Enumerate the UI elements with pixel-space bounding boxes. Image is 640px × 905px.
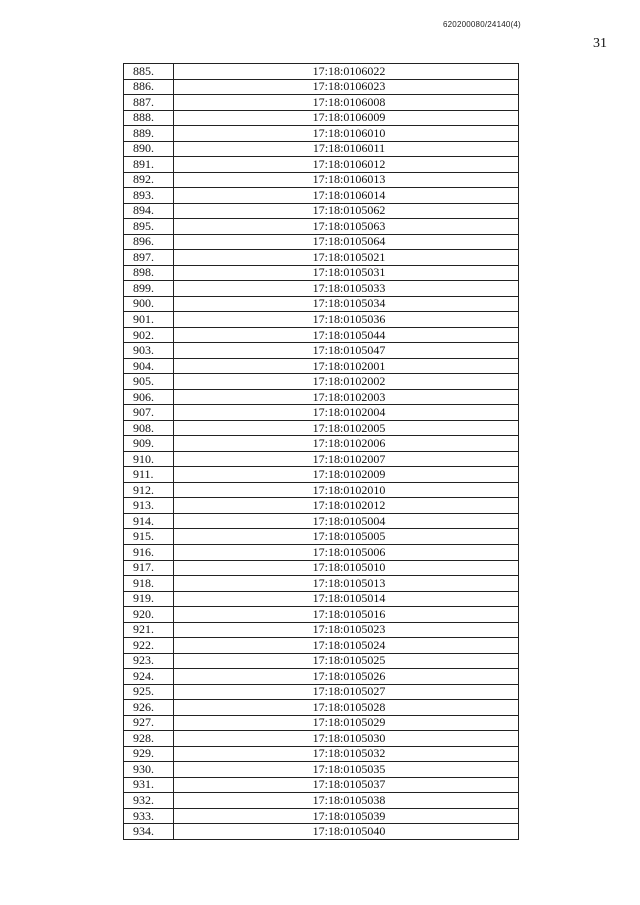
row-number-cell: 910. bbox=[124, 451, 174, 467]
row-number-cell: 916. bbox=[124, 544, 174, 560]
row-number-cell: 922. bbox=[124, 638, 174, 654]
row-number-cell: 918. bbox=[124, 576, 174, 592]
table-row bbox=[124, 79, 519, 95]
table-body bbox=[124, 64, 519, 840]
cadastral-code-cell: 17:18:0105025 bbox=[174, 653, 519, 669]
table-row bbox=[124, 265, 519, 281]
cadastral-code-cell: 17:18:0105035 bbox=[174, 762, 519, 778]
row-number-cell: 900. bbox=[124, 296, 174, 312]
document-code: 620200080/24140(4) bbox=[443, 20, 521, 29]
cadastral-code-cell: 17:18:0105006 bbox=[174, 544, 519, 560]
cadastral-code-cell: 17:18:0102001 bbox=[174, 358, 519, 374]
cadastral-code-cell: 17:18:0106012 bbox=[174, 157, 519, 173]
cadastral-code-cell: 17:18:0105026 bbox=[174, 669, 519, 685]
row-number-cell: 898. bbox=[124, 265, 174, 281]
row-number-cell: 890. bbox=[124, 141, 174, 157]
row-number-cell: 926. bbox=[124, 700, 174, 716]
cadastral-code-cell: 17:18:0106010 bbox=[174, 126, 519, 142]
cadastral-code-cell: 17:18:0102012 bbox=[174, 498, 519, 514]
table-row bbox=[124, 746, 519, 762]
cadastral-code-cell: 17:18:0105028 bbox=[174, 700, 519, 716]
cadastral-table bbox=[123, 63, 519, 840]
table-row bbox=[124, 188, 519, 204]
table-row bbox=[124, 343, 519, 359]
table-row bbox=[124, 762, 519, 778]
row-number-cell: 928. bbox=[124, 731, 174, 747]
row-number-cell: 929. bbox=[124, 746, 174, 762]
row-number-cell: 927. bbox=[124, 715, 174, 731]
table-row bbox=[124, 312, 519, 328]
table-row bbox=[124, 684, 519, 700]
cadastral-code-cell: 17:18:0105014 bbox=[174, 591, 519, 607]
page-number: 31 bbox=[593, 36, 607, 51]
row-number-cell: 913. bbox=[124, 498, 174, 514]
table-row bbox=[124, 498, 519, 514]
row-number-cell: 889. bbox=[124, 126, 174, 142]
cadastral-code-cell: 17:18:0105021 bbox=[174, 250, 519, 266]
row-number-cell: 914. bbox=[124, 513, 174, 529]
table-row bbox=[124, 731, 519, 747]
row-number-cell: 932. bbox=[124, 793, 174, 809]
cadastral-code-cell: 17:18:0105033 bbox=[174, 281, 519, 297]
row-number-cell: 923. bbox=[124, 653, 174, 669]
table-row bbox=[124, 110, 519, 126]
cadastral-code-cell: 17:18:0105030 bbox=[174, 731, 519, 747]
row-number-cell: 921. bbox=[124, 622, 174, 638]
cadastral-table-container bbox=[123, 63, 519, 840]
table-row bbox=[124, 824, 519, 840]
table-row bbox=[124, 451, 519, 467]
row-number-cell: 931. bbox=[124, 777, 174, 793]
table-row bbox=[124, 793, 519, 809]
table-row bbox=[124, 482, 519, 498]
table-row bbox=[124, 513, 519, 529]
table-row bbox=[124, 777, 519, 793]
table-row bbox=[124, 358, 519, 374]
cadastral-code-cell: 17:18:0105038 bbox=[174, 793, 519, 809]
row-number-cell: 906. bbox=[124, 389, 174, 405]
cadastral-code-cell: 17:18:0102007 bbox=[174, 451, 519, 467]
cadastral-code-cell: 17:18:0105013 bbox=[174, 576, 519, 592]
cadastral-code-cell: 17:18:0102004 bbox=[174, 405, 519, 421]
cadastral-code-cell: 17:18:0105037 bbox=[174, 777, 519, 793]
row-number-cell: 886. bbox=[124, 79, 174, 95]
row-number-cell: 934. bbox=[124, 824, 174, 840]
row-number-cell: 892. bbox=[124, 172, 174, 188]
cadastral-code-cell: 17:18:0106014 bbox=[174, 188, 519, 204]
cadastral-code-cell: 17:18:0105040 bbox=[174, 824, 519, 840]
row-number-cell: 899. bbox=[124, 281, 174, 297]
cadastral-code-cell: 17:18:0106011 bbox=[174, 141, 519, 157]
row-number-cell: 917. bbox=[124, 560, 174, 576]
table-row bbox=[124, 529, 519, 545]
table-row bbox=[124, 700, 519, 716]
row-number-cell: 915. bbox=[124, 529, 174, 545]
cadastral-code-cell: 17:18:0105064 bbox=[174, 234, 519, 250]
row-number-cell: 909. bbox=[124, 436, 174, 452]
cadastral-code-cell: 17:18:0105005 bbox=[174, 529, 519, 545]
cadastral-code-cell: 17:18:0105044 bbox=[174, 327, 519, 343]
row-number-cell: 920. bbox=[124, 607, 174, 623]
table-row bbox=[124, 327, 519, 343]
cadastral-code-cell: 17:18:0106009 bbox=[174, 110, 519, 126]
table-row bbox=[124, 95, 519, 111]
table-row bbox=[124, 467, 519, 483]
cadastral-code-cell: 17:18:0105024 bbox=[174, 638, 519, 654]
row-number-cell: 897. bbox=[124, 250, 174, 266]
table-row bbox=[124, 374, 519, 390]
table-row bbox=[124, 622, 519, 638]
cadastral-code-cell: 17:18:0106022 bbox=[174, 64, 519, 80]
table-row bbox=[124, 405, 519, 421]
row-number-cell: 896. bbox=[124, 234, 174, 250]
row-number-cell: 911. bbox=[124, 467, 174, 483]
cadastral-code-cell: 17:18:0105063 bbox=[174, 219, 519, 235]
row-number-cell: 903. bbox=[124, 343, 174, 359]
row-number-cell: 912. bbox=[124, 482, 174, 498]
cadastral-code-cell: 17:18:0105029 bbox=[174, 715, 519, 731]
cadastral-code-cell: 17:18:0105032 bbox=[174, 746, 519, 762]
table-row bbox=[124, 638, 519, 654]
table-row bbox=[124, 560, 519, 576]
row-number-cell: 908. bbox=[124, 420, 174, 436]
cadastral-code-cell: 17:18:0105023 bbox=[174, 622, 519, 638]
row-number-cell: 919. bbox=[124, 591, 174, 607]
row-number-cell: 895. bbox=[124, 219, 174, 235]
cadastral-code-cell: 17:18:0105034 bbox=[174, 296, 519, 312]
cadastral-code-cell: 17:18:0102006 bbox=[174, 436, 519, 452]
table-row bbox=[124, 591, 519, 607]
table-row bbox=[124, 172, 519, 188]
cadastral-code-cell: 17:18:0106023 bbox=[174, 79, 519, 95]
row-number-cell: 885. bbox=[124, 64, 174, 80]
table-row bbox=[124, 219, 519, 235]
table-row bbox=[124, 250, 519, 266]
row-number-cell: 933. bbox=[124, 808, 174, 824]
table-row bbox=[124, 808, 519, 824]
cadastral-code-cell: 17:18:0105036 bbox=[174, 312, 519, 328]
table-row bbox=[124, 389, 519, 405]
cadastral-code-cell: 17:18:0105010 bbox=[174, 560, 519, 576]
row-number-cell: 924. bbox=[124, 669, 174, 685]
table-row bbox=[124, 653, 519, 669]
cadastral-code-cell: 17:18:0105039 bbox=[174, 808, 519, 824]
cadastral-code-cell: 17:18:0102010 bbox=[174, 482, 519, 498]
row-number-cell: 904. bbox=[124, 358, 174, 374]
table-row bbox=[124, 64, 519, 80]
cadastral-code-cell: 17:18:0102003 bbox=[174, 389, 519, 405]
row-number-cell: 901. bbox=[124, 312, 174, 328]
row-number-cell: 925. bbox=[124, 684, 174, 700]
row-number-cell: 888. bbox=[124, 110, 174, 126]
cadastral-code-cell: 17:18:0102009 bbox=[174, 467, 519, 483]
row-number-cell: 905. bbox=[124, 374, 174, 390]
table-row bbox=[124, 436, 519, 452]
cadastral-code-cell: 17:18:0105047 bbox=[174, 343, 519, 359]
cadastral-code-cell: 17:18:0106008 bbox=[174, 95, 519, 111]
table-row bbox=[124, 203, 519, 219]
table-row bbox=[124, 126, 519, 142]
table-row bbox=[124, 141, 519, 157]
cadastral-code-cell: 17:18:0105031 bbox=[174, 265, 519, 281]
row-number-cell: 893. bbox=[124, 188, 174, 204]
table-row bbox=[124, 234, 519, 250]
cadastral-code-cell: 17:18:0105062 bbox=[174, 203, 519, 219]
table-row bbox=[124, 576, 519, 592]
table-row bbox=[124, 669, 519, 685]
cadastral-code-cell: 17:18:0106013 bbox=[174, 172, 519, 188]
row-number-cell: 902. bbox=[124, 327, 174, 343]
table-row bbox=[124, 157, 519, 173]
table-row bbox=[124, 544, 519, 560]
cadastral-code-cell: 17:18:0102002 bbox=[174, 374, 519, 390]
table-row bbox=[124, 281, 519, 297]
table-row bbox=[124, 420, 519, 436]
row-number-cell: 894. bbox=[124, 203, 174, 219]
row-number-cell: 891. bbox=[124, 157, 174, 173]
row-number-cell: 907. bbox=[124, 405, 174, 421]
cadastral-code-cell: 17:18:0105016 bbox=[174, 607, 519, 623]
table-row bbox=[124, 715, 519, 731]
cadastral-code-cell: 17:18:0105004 bbox=[174, 513, 519, 529]
table-row bbox=[124, 296, 519, 312]
row-number-cell: 887. bbox=[124, 95, 174, 111]
cadastral-code-cell: 17:18:0105027 bbox=[174, 684, 519, 700]
row-number-cell: 930. bbox=[124, 762, 174, 778]
table-row bbox=[124, 607, 519, 623]
cadastral-code-cell: 17:18:0102005 bbox=[174, 420, 519, 436]
